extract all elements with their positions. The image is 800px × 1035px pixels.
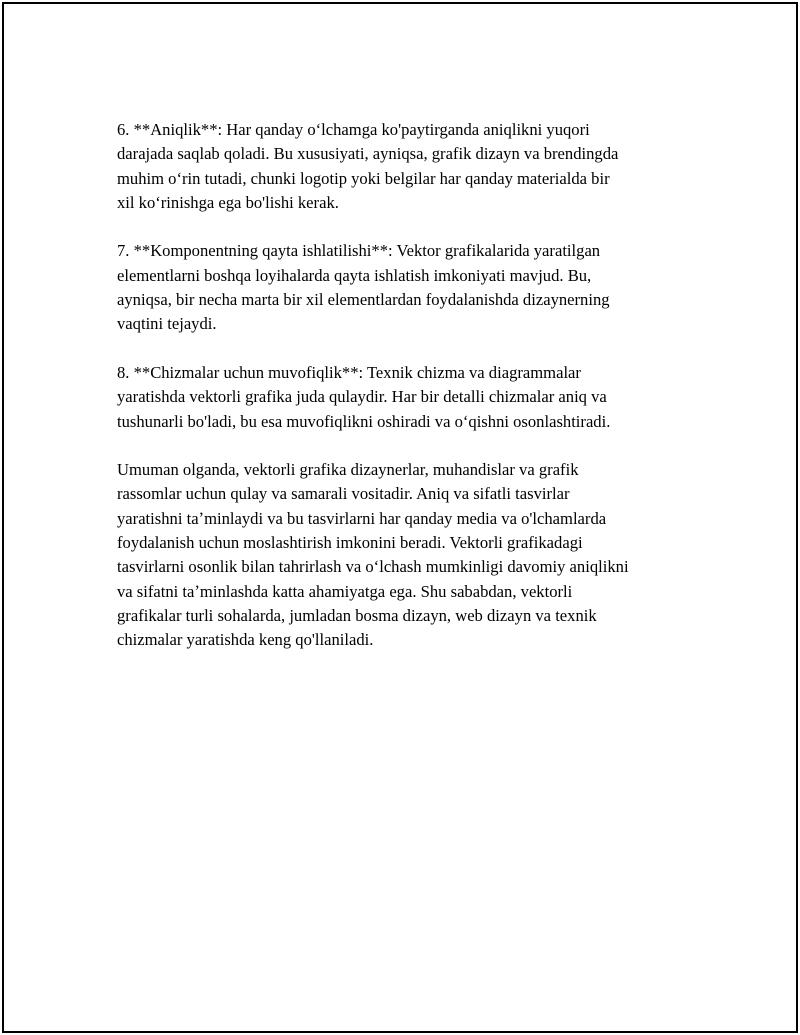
- text-line: xil koʻrinishga ega bo'lishi kerak.: [117, 192, 339, 212]
- paragraph-gap: [117, 215, 697, 239]
- text-line: Umuman olganda, vektorli grafika dizaynerlar, muhandislar va grafik: [117, 460, 579, 480]
- text-line: darajada saqlab qoladi. Bu xususiyati, ayniqsa, grafik dizayn va brendingda: [117, 144, 619, 164]
- text-line: chizmalar yaratishda keng qo'llaniladi.: [117, 630, 374, 650]
- text-line: yaratishda vektorli grafika juda qulaydir. Har bir detalli chizmalar aniq va: [117, 387, 607, 407]
- paragraph-gap: [117, 434, 697, 458]
- paragraph-chizmalar: [117, 361, 697, 434]
- paragraph-aniqlik: [117, 118, 697, 215]
- text-line: rassomlar uchun qulay va samarali vositadir. Aniq va sifatli tasvirlar: [117, 484, 570, 504]
- text-line: va sifatni taʼminlashda katta ahamiyatga ega. Shu sababdan, vektorli: [117, 581, 573, 601]
- text-line: 7. **Komponentning qayta ishlatilishi**: Vektor grafikalarida yaratilgan: [117, 241, 601, 261]
- text-line: tushunarli bo'ladi, bu esa muvofiqlikni oshiradi va oʻqishni osonlashtiradi.: [117, 411, 611, 431]
- text-line: tasvirlarni osonlik bilan tahrirlash va oʻlchash mumkinligi davomiy aniqlikni: [117, 557, 629, 577]
- text-line: ayniqsa, bir necha marta bir xil elementlardan foydalanishda dizaynerning: [117, 290, 610, 310]
- document-body: [117, 118, 697, 653]
- text-line: grafikalar turli sohalarda, jumladan bosma dizayn, web dizayn va texnik: [117, 605, 597, 625]
- paragraph-komponent: [117, 239, 697, 336]
- text-line: muhim oʻrin tutadi, chunki logotip yoki belgilar har qanday materialda bir: [117, 168, 610, 188]
- text-line: 6. **Aniqlik**: Har qanday oʻlchamga ko'paytirganda aniqlikni yuqori: [117, 120, 590, 139]
- text-line: foydalanish uchun moslashtirish imkonini beradi. Vektorli grafikadagi: [117, 533, 583, 553]
- text-line: 8. **Chizmalar uchun muvofiqlik**: Texnik chizma va diagrammalar: [117, 362, 581, 382]
- text-line: yaratishni taʼminlaydi va bu tasvirlarni har qanday media va o'lchamlarda: [117, 508, 607, 528]
- text-line: elementlarni boshqa loyihalarda qayta ishlatish imkoniyati mavjud. Bu,: [117, 265, 592, 285]
- paragraph-gap: [117, 337, 697, 361]
- paragraph-conclusion: [117, 458, 697, 652]
- text-line: vaqtini tejaydi.: [117, 314, 217, 334]
